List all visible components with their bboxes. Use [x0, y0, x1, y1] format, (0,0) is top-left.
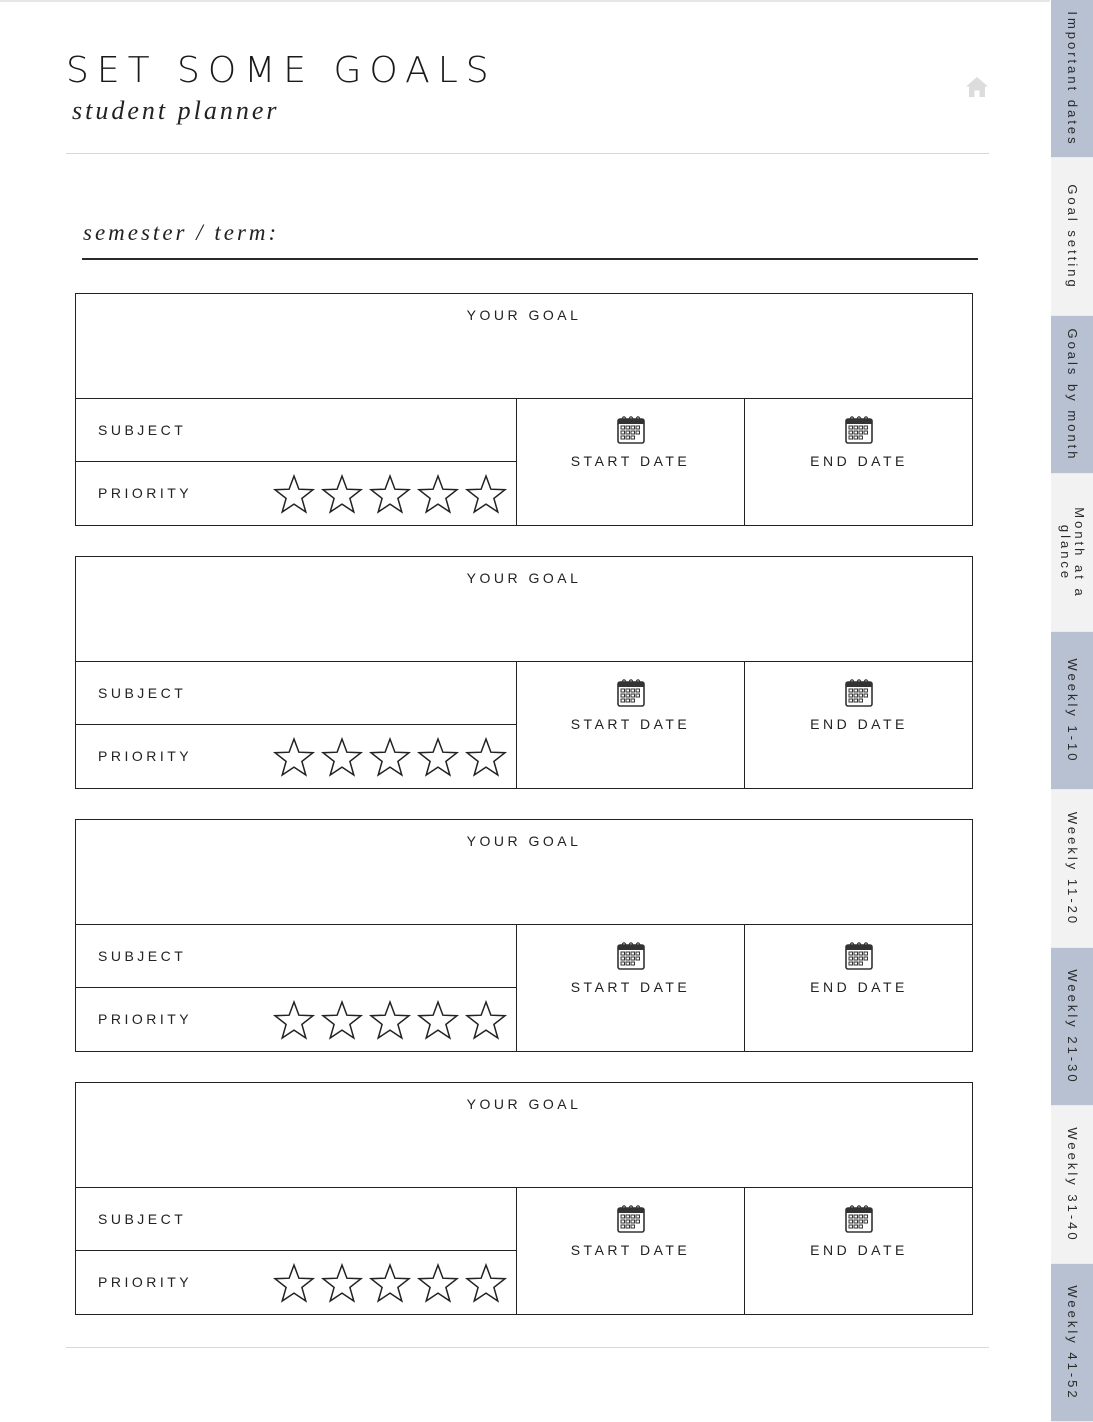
- calendar-icon: [616, 941, 646, 971]
- priority-label: PRIORITY: [98, 1011, 193, 1027]
- star-icon[interactable]: [272, 999, 316, 1041]
- priority-stars: [272, 473, 508, 515]
- tab-label: Weekly 21-30: [1065, 968, 1080, 1085]
- goal-label: YOUR GOAL: [466, 570, 582, 586]
- start-date-label: START DATE: [570, 1242, 691, 1258]
- star-icon[interactable]: [272, 736, 316, 778]
- goal-card-1: [75, 293, 973, 526]
- priority-field: [76, 1251, 517, 1314]
- header-divider: [66, 153, 989, 154]
- tab-label: Month at a glance: [1058, 506, 1087, 599]
- star-icon[interactable]: [464, 473, 508, 515]
- start-date-label: START DATE: [570, 453, 691, 469]
- calendar-icon: [844, 678, 874, 708]
- calendar-icon: [844, 1204, 874, 1234]
- page-subtitle: student planner: [72, 96, 280, 125]
- start-date-label: START DATE: [570, 979, 691, 995]
- end-date-label: END DATE: [810, 979, 908, 995]
- start-date-field[interactable]: [517, 399, 745, 525]
- semester-label: semester / term:: [83, 220, 280, 245]
- tab-weekly-41-52[interactable]: [1051, 1264, 1093, 1422]
- goal-label: YOUR GOAL: [466, 833, 582, 849]
- tab-weekly-31-40[interactable]: [1051, 1106, 1093, 1264]
- tab-label: Weekly 41-52: [1065, 1284, 1080, 1401]
- subject-field[interactable]: [76, 1188, 517, 1251]
- subject-field[interactable]: [76, 662, 517, 725]
- tab-label: Weekly 11-20: [1065, 811, 1080, 926]
- goal-entry-area[interactable]: [76, 1083, 972, 1188]
- tab-weekly-11-20[interactable]: [1051, 790, 1093, 948]
- star-icon[interactable]: [464, 1262, 508, 1304]
- priority-stars: [272, 1262, 508, 1304]
- star-icon[interactable]: [416, 473, 460, 515]
- end-date-label: END DATE: [810, 1242, 908, 1258]
- star-icon[interactable]: [464, 999, 508, 1041]
- star-icon[interactable]: [368, 473, 412, 515]
- star-icon[interactable]: [416, 736, 460, 778]
- priority-field: [76, 462, 517, 525]
- priority-label: PRIORITY: [98, 1274, 193, 1290]
- tab-label: Goal setting: [1065, 183, 1080, 290]
- star-icon[interactable]: [272, 473, 316, 515]
- tab-label: Goals by month: [1065, 327, 1080, 462]
- star-icon[interactable]: [368, 999, 412, 1041]
- start-date-label: START DATE: [570, 716, 691, 732]
- calendar-icon: [616, 1204, 646, 1234]
- subject-field[interactable]: [76, 399, 517, 462]
- tab-weekly-21-30[interactable]: [1051, 948, 1093, 1106]
- subject-label: SUBJECT: [98, 422, 187, 438]
- footer-divider: [66, 1347, 989, 1348]
- end-date-label: END DATE: [810, 716, 908, 732]
- goal-entry-area[interactable]: [76, 820, 972, 925]
- subject-label: SUBJECT: [98, 1211, 187, 1227]
- star-icon[interactable]: [368, 736, 412, 778]
- tab-important-dates[interactable]: [1051, 0, 1093, 158]
- goal-card-4: [75, 1082, 973, 1315]
- tab-goals-by-month[interactable]: [1051, 316, 1093, 474]
- calendar-icon: [844, 415, 874, 445]
- subject-label: SUBJECT: [98, 685, 187, 701]
- priority-stars: [272, 999, 508, 1041]
- end-date-label: END DATE: [810, 453, 908, 469]
- end-date-field[interactable]: [745, 925, 973, 1051]
- subject-label: SUBJECT: [98, 948, 187, 964]
- star-icon[interactable]: [416, 999, 460, 1041]
- calendar-icon: [844, 941, 874, 971]
- star-icon[interactable]: [464, 736, 508, 778]
- goal-card-3: [75, 819, 973, 1052]
- start-date-field[interactable]: [517, 1188, 745, 1314]
- end-date-field[interactable]: [745, 662, 973, 788]
- star-icon[interactable]: [320, 1262, 364, 1304]
- calendar-icon: [616, 415, 646, 445]
- priority-label: PRIORITY: [98, 485, 193, 501]
- star-icon[interactable]: [320, 736, 364, 778]
- subject-field[interactable]: [76, 925, 517, 988]
- priority-field: [76, 988, 517, 1051]
- tab-label: Important dates: [1065, 10, 1080, 147]
- goal-entry-area[interactable]: [76, 294, 972, 399]
- star-icon[interactable]: [320, 473, 364, 515]
- start-date-field[interactable]: [517, 662, 745, 788]
- star-icon[interactable]: [320, 999, 364, 1041]
- priority-label: PRIORITY: [98, 748, 193, 764]
- tab-label: Weekly 1-10: [1065, 657, 1080, 763]
- star-icon[interactable]: [368, 1262, 412, 1304]
- tab-weekly-1-10[interactable]: [1051, 632, 1093, 790]
- goal-entry-area[interactable]: [76, 557, 972, 662]
- goal-label: YOUR GOAL: [466, 307, 582, 323]
- home-icon[interactable]: [964, 74, 990, 100]
- star-icon[interactable]: [416, 1262, 460, 1304]
- tab-label: Weekly 31-40: [1065, 1126, 1080, 1243]
- goal-card-2: [75, 556, 973, 789]
- tab-month-at-a-glance[interactable]: [1051, 474, 1093, 632]
- priority-field: [76, 725, 517, 788]
- semester-input-line[interactable]: [82, 258, 978, 260]
- priority-stars: [272, 736, 508, 778]
- end-date-field[interactable]: [745, 399, 973, 525]
- end-date-field[interactable]: [745, 1188, 973, 1314]
- page-title: SET SOME GOALS: [66, 50, 497, 91]
- tab-goal-setting[interactable]: [1051, 158, 1093, 316]
- goal-label: YOUR GOAL: [466, 1096, 582, 1112]
- section-tabs: [1051, 0, 1093, 1422]
- star-icon[interactable]: [272, 1262, 316, 1304]
- start-date-field[interactable]: [517, 925, 745, 1051]
- calendar-icon: [616, 678, 646, 708]
